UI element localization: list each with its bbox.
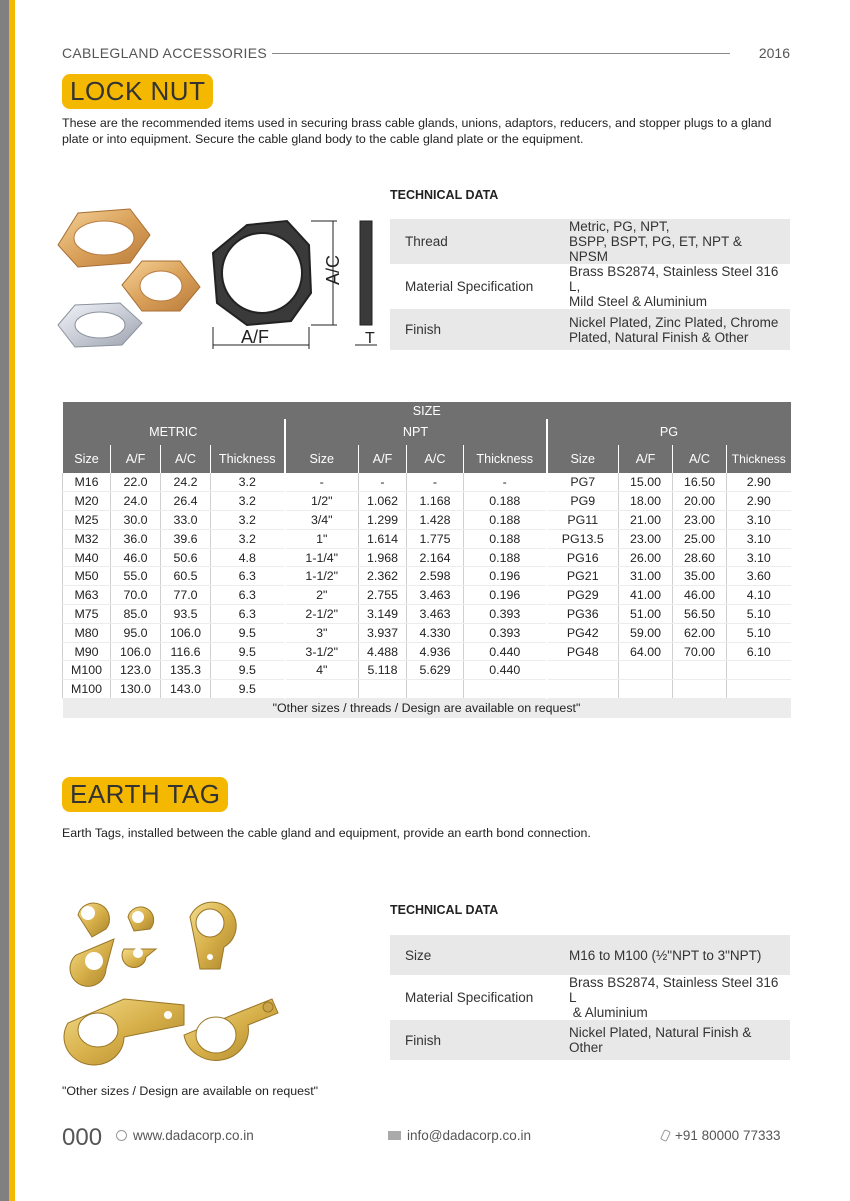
size-cell: 5.10 [727,623,791,642]
size-cell: 93.5 [161,605,211,624]
earth-tag-tech-table [390,935,790,1060]
size-cell: 1" [285,529,359,548]
earth-tag-photo [58,895,298,1085]
col-header: A/F [619,445,673,473]
lock-nut-description: These are the recommended items used in securing brass cable glands, unions, adaptors, reducers, and stopper plugs to a gland plate or into equipment. Secure the cable gland body to the cable gland plate or the equipment. [62,116,772,146]
size-cell: 56.50 [673,605,727,624]
tech-row [390,219,790,264]
size-cell: 0.393 [464,623,547,642]
phone-icon [660,1129,671,1142]
size-cell [547,661,619,680]
tech-value: Brass BS2874, Stainless Steel 316 L, Mild Steel & Aluminium [569,264,779,309]
size-cell [547,680,619,699]
size-cell: 20.00 [673,492,727,511]
side-bar-grey [0,0,9,1201]
size-cell: 6.3 [211,605,285,624]
col-header: Size [547,445,619,473]
size-cell [285,680,359,699]
globe-icon [116,1130,127,1141]
size-column-row [63,445,791,473]
size-cell: 23.00 [673,511,727,530]
size-cell: 39.6 [161,529,211,548]
size-table-row [63,586,791,605]
size-cell: 36.0 [111,529,161,548]
size-cell: 0.393 [464,605,547,624]
size-cell [619,680,673,699]
col-header: Size [63,445,111,473]
size-cell: 23.00 [619,529,673,548]
tech-row [390,935,790,975]
earth-tag-note: "Other sizes / Design are available on request" [62,1084,319,1098]
size-table-row [63,567,791,586]
size-note: "Other sizes / threads / Design are available on request" [63,699,791,718]
size-cell: 62.00 [673,623,727,642]
size-cell: 3.2 [211,529,285,548]
tech-value: Metric, PG, NPT, BSPP, BSPT, PG, ET, NPT & NPSM [554,219,790,264]
size-cell [407,680,464,699]
tech-value: Brass BS2874, Stainless Steel 316 L & Aluminium [569,975,779,1020]
tech-row [390,309,790,350]
size-cell: 1.428 [407,511,464,530]
af-label: A/F [241,327,270,347]
size-cell: 6.3 [211,567,285,586]
footer-phone[interactable] [662,1128,780,1143]
size-cell: 3-1/2" [285,642,359,661]
header-divider [272,53,730,54]
size-cell: 3.2 [211,492,285,511]
earth-tag-description: Earth Tags, installed between the cable gland and equipment, provide an earth bond connection. [62,826,591,840]
size-cell: 3.10 [727,548,791,567]
size-table-row [63,680,791,699]
size-cell: M100 [63,661,111,680]
tech-label: Thread [390,219,554,264]
size-group-row [63,419,791,445]
size-cell: M90 [63,642,111,661]
size-cell: 1/2" [285,492,359,511]
size-cell: 0.188 [464,529,547,548]
group-pg: PG [547,419,791,445]
size-cell: 6.10 [727,642,791,661]
size-cell: 9.5 [211,661,285,680]
size-cell: 15.00 [619,473,673,492]
footer-website[interactable] [116,1128,254,1143]
size-cell: 106.0 [111,642,161,661]
size-cell: 30.0 [111,511,161,530]
size-cell: 64.00 [619,642,673,661]
size-cell [727,680,791,699]
size-cell: 1.968 [359,548,407,567]
section-heading: CABLEGLAND ACCESSORIES [62,45,267,61]
size-cell: 2-1/2" [285,605,359,624]
size-cell: 1.775 [407,529,464,548]
ac-label: A/C [323,254,343,285]
size-cell: PG9 [547,492,619,511]
size-table-row [63,623,791,642]
size-cell: 55.0 [111,567,161,586]
size-cell: 22.0 [111,473,161,492]
size-cell: PG48 [547,642,619,661]
size-cell: 2.598 [407,567,464,586]
size-cell: PG7 [547,473,619,492]
tech-label: Size [390,935,554,975]
side-bar-yellow [9,0,15,1201]
size-cell: 123.0 [111,661,161,680]
tech-label: Finish [390,309,554,350]
header-year: 2016 [758,45,790,61]
col-header: A/C [673,445,727,473]
size-cell: 143.0 [161,680,211,699]
size-cell: 135.3 [161,661,211,680]
size-cell: 28.60 [673,548,727,567]
tech-row [390,1020,790,1060]
size-cell: 3/4" [285,511,359,530]
size-cell: M32 [63,529,111,548]
size-cell [673,661,727,680]
group-npt: NPT [285,419,547,445]
size-cell: M40 [63,548,111,567]
earth-tag-tech-label: TECHNICAL DATA [390,903,499,917]
size-cell: 3.463 [407,586,464,605]
tech-row [390,264,790,309]
size-cell [619,661,673,680]
tech-row [390,975,790,1020]
lock-nut-tech-table [390,219,790,350]
size-cell: - [407,473,464,492]
tech-value: M16 to M100 (½"NPT to 3"NPT) [554,935,790,975]
size-table-row [63,511,791,530]
size-cell: - [359,473,407,492]
lock-nut-title: LOCK NUT [62,74,213,109]
earth-tag-title: EARTH TAG [62,777,228,812]
size-title: SIZE [63,402,791,419]
size-cell: 116.6 [161,642,211,661]
size-cell: 3.937 [359,623,407,642]
size-cell: PG11 [547,511,619,530]
size-title-row [63,402,791,419]
size-cell: 2.164 [407,548,464,567]
size-table-row [63,492,791,511]
website-link[interactable]: www.dadacorp.co.in [133,1128,254,1143]
size-cell: M50 [63,567,111,586]
size-cell: 4.936 [407,642,464,661]
size-cell: 31.00 [619,567,673,586]
size-cell: 106.0 [161,623,211,642]
size-cell: 130.0 [111,680,161,699]
size-cell: 4.330 [407,623,464,642]
size-cell: 1.614 [359,529,407,548]
size-cell: M16 [63,473,111,492]
size-cell [673,680,727,699]
size-cell: 3.10 [727,529,791,548]
size-cell: 5.10 [727,605,791,624]
size-cell: PG13.5 [547,529,619,548]
size-cell: 2.90 [727,492,791,511]
size-table-row [63,529,791,548]
size-cell: PG21 [547,567,619,586]
size-cell: 33.0 [161,511,211,530]
size-cell: 2" [285,586,359,605]
size-cell: 1-1/2" [285,567,359,586]
size-cell: M75 [63,605,111,624]
size-cell: PG29 [547,586,619,605]
size-cell: 0.440 [464,642,547,661]
size-table-row [63,605,791,624]
size-cell: M25 [63,511,111,530]
size-cell: 2.362 [359,567,407,586]
size-note-row [63,699,791,718]
size-cell: 3" [285,623,359,642]
size-cell: 0.188 [464,492,547,511]
col-header: A/C [407,445,464,473]
tech-label: Material Specification [405,990,534,1005]
size-cell: - [285,473,359,492]
size-cell: 51.00 [619,605,673,624]
size-cell: 2.90 [727,473,791,492]
size-cell: 0.188 [464,548,547,567]
tech-label: Finish [390,1020,554,1060]
page-number: 000 [62,1124,103,1151]
size-cell: M63 [63,586,111,605]
size-cell: PG42 [547,623,619,642]
size-cell: 85.0 [111,605,161,624]
size-cell: 4.8 [211,548,285,567]
size-table-row [63,642,791,661]
size-table-body [63,473,791,699]
size-cell: 60.5 [161,567,211,586]
size-table-row [63,473,791,492]
group-metric: METRIC [63,419,285,445]
phone-link[interactable]: +91 80000 77333 [675,1128,781,1143]
size-table [62,402,791,718]
size-cell: 21.00 [619,511,673,530]
size-cell: 46.00 [673,586,727,605]
size-cell: 5.118 [359,661,407,680]
tech-value: Nickel Plated, Natural Finish & Other [554,1020,790,1060]
size-cell: 3.149 [359,605,407,624]
size-cell: 3.463 [407,605,464,624]
size-cell: 50.6 [161,548,211,567]
size-cell: 4.488 [359,642,407,661]
size-cell: M100 [63,680,111,699]
size-table-row [63,661,791,680]
size-cell: 41.00 [619,586,673,605]
size-cell: 0.196 [464,567,547,586]
size-cell: 1-1/4" [285,548,359,567]
size-cell: 3.2 [211,473,285,492]
size-cell: 2.755 [359,586,407,605]
email-link[interactable]: info@dadacorp.co.in [407,1128,532,1143]
size-cell: 1.168 [407,492,464,511]
size-cell: - [464,473,547,492]
size-cell: 70.0 [111,586,161,605]
size-cell: 1.299 [359,511,407,530]
lock-nut-diagram [205,215,385,355]
size-cell: 9.5 [211,623,285,642]
size-cell: 25.00 [673,529,727,548]
size-cell: 59.00 [619,623,673,642]
size-cell: 3.10 [727,511,791,530]
size-cell [464,680,547,699]
size-cell: M80 [63,623,111,642]
t-label: T [365,330,375,347]
size-cell: 5.629 [407,661,464,680]
col-header: Thickness [211,445,285,473]
size-cell: M20 [63,492,111,511]
size-cell: 24.2 [161,473,211,492]
col-header: Thickness [727,445,791,473]
tech-label: Material Specification [405,279,534,294]
size-cell: 18.00 [619,492,673,511]
footer-email[interactable] [388,1128,531,1143]
tech-value: Nickel Plated, Zinc Plated, Chrome Plated, Natural Finish & Other [554,309,790,350]
col-header: A/C [161,445,211,473]
size-cell: PG16 [547,548,619,567]
lock-nut-tech-label: TECHNICAL DATA [390,188,499,202]
size-cell: 24.0 [111,492,161,511]
size-cell: 26.4 [161,492,211,511]
size-cell: 4.10 [727,586,791,605]
lock-nut-photo [50,205,205,355]
size-cell: 70.00 [673,642,727,661]
size-cell: 95.0 [111,623,161,642]
size-cell: 35.00 [673,567,727,586]
size-cell: 1.062 [359,492,407,511]
size-cell: 77.0 [161,586,211,605]
size-table-row [63,548,791,567]
mail-icon [388,1131,401,1140]
col-header: A/F [111,445,161,473]
size-cell: 46.0 [111,548,161,567]
col-header: A/F [359,445,407,473]
size-cell: 0.188 [464,511,547,530]
size-cell: 16.50 [673,473,727,492]
size-cell: 6.3 [211,586,285,605]
size-cell [727,661,791,680]
col-header: Size [285,445,359,473]
size-cell: 3.60 [727,567,791,586]
size-cell: 3.2 [211,511,285,530]
size-cell: 9.5 [211,642,285,661]
size-cell [359,680,407,699]
size-cell: 0.196 [464,586,547,605]
size-cell: 26.00 [619,548,673,567]
size-cell: PG36 [547,605,619,624]
size-cell: 9.5 [211,680,285,699]
col-header: Thickness [464,445,547,473]
size-cell: 0.440 [464,661,547,680]
size-cell: 4" [285,661,359,680]
